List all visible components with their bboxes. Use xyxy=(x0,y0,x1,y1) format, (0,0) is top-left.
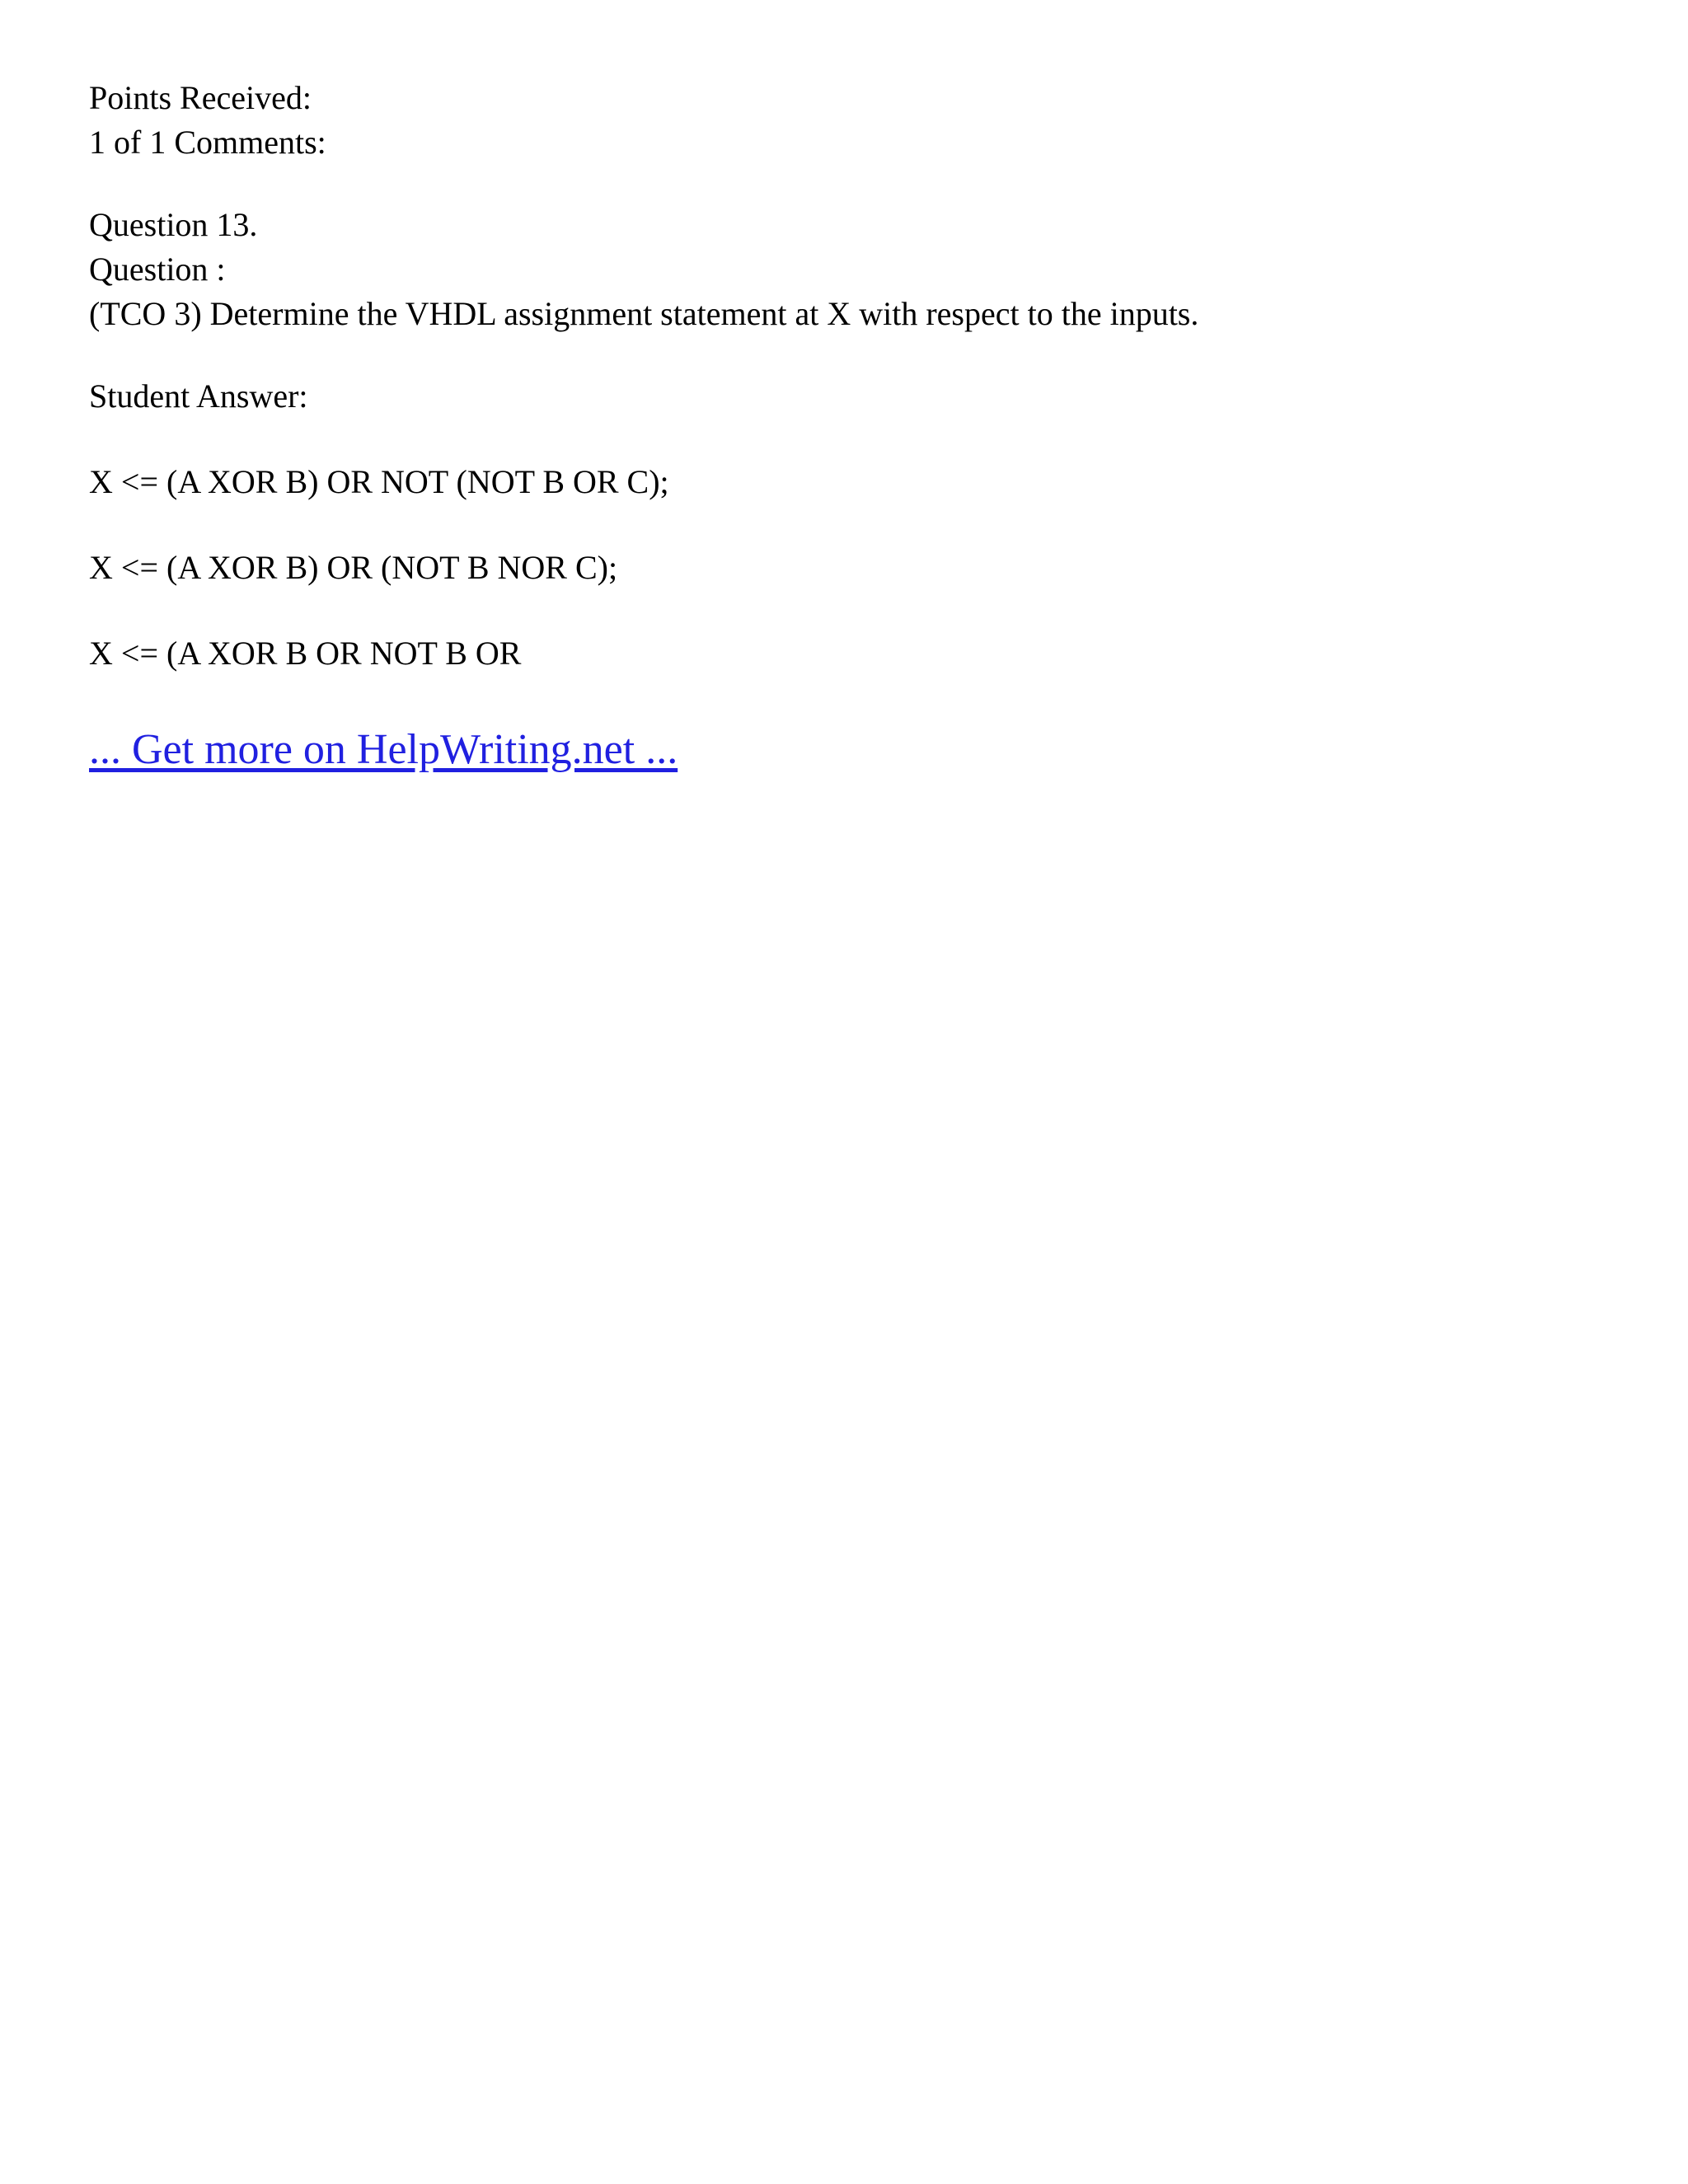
spacer-2 xyxy=(89,336,1540,374)
spacer-1 xyxy=(89,165,1540,203)
spacer-3 xyxy=(89,419,1540,460)
points-received-value: 1 of 1 Comments: xyxy=(89,124,326,161)
answer-option: X <= (A XOR B OR NOT B OR xyxy=(89,635,522,672)
answer-option: X <= (A XOR B) OR NOT (NOT B OR C); xyxy=(89,463,669,500)
points-received-label: Points Received: xyxy=(89,79,312,116)
document-body xyxy=(89,76,1540,776)
student-answer-label: Student Answer: xyxy=(89,377,308,415)
question-number: Question 13. xyxy=(89,206,258,243)
question-text: (TCO 3) Determine the VHDL assignment statement at X with respect to the inputs. xyxy=(89,295,1199,332)
helpwriting-promo-link[interactable]: ... Get more on HelpWriting.net ... xyxy=(89,726,678,773)
question-label: Question : xyxy=(89,251,226,288)
answer-option: X <= (A XOR B) OR (NOT B NOR C); xyxy=(89,549,618,586)
promo-section xyxy=(89,724,1540,776)
